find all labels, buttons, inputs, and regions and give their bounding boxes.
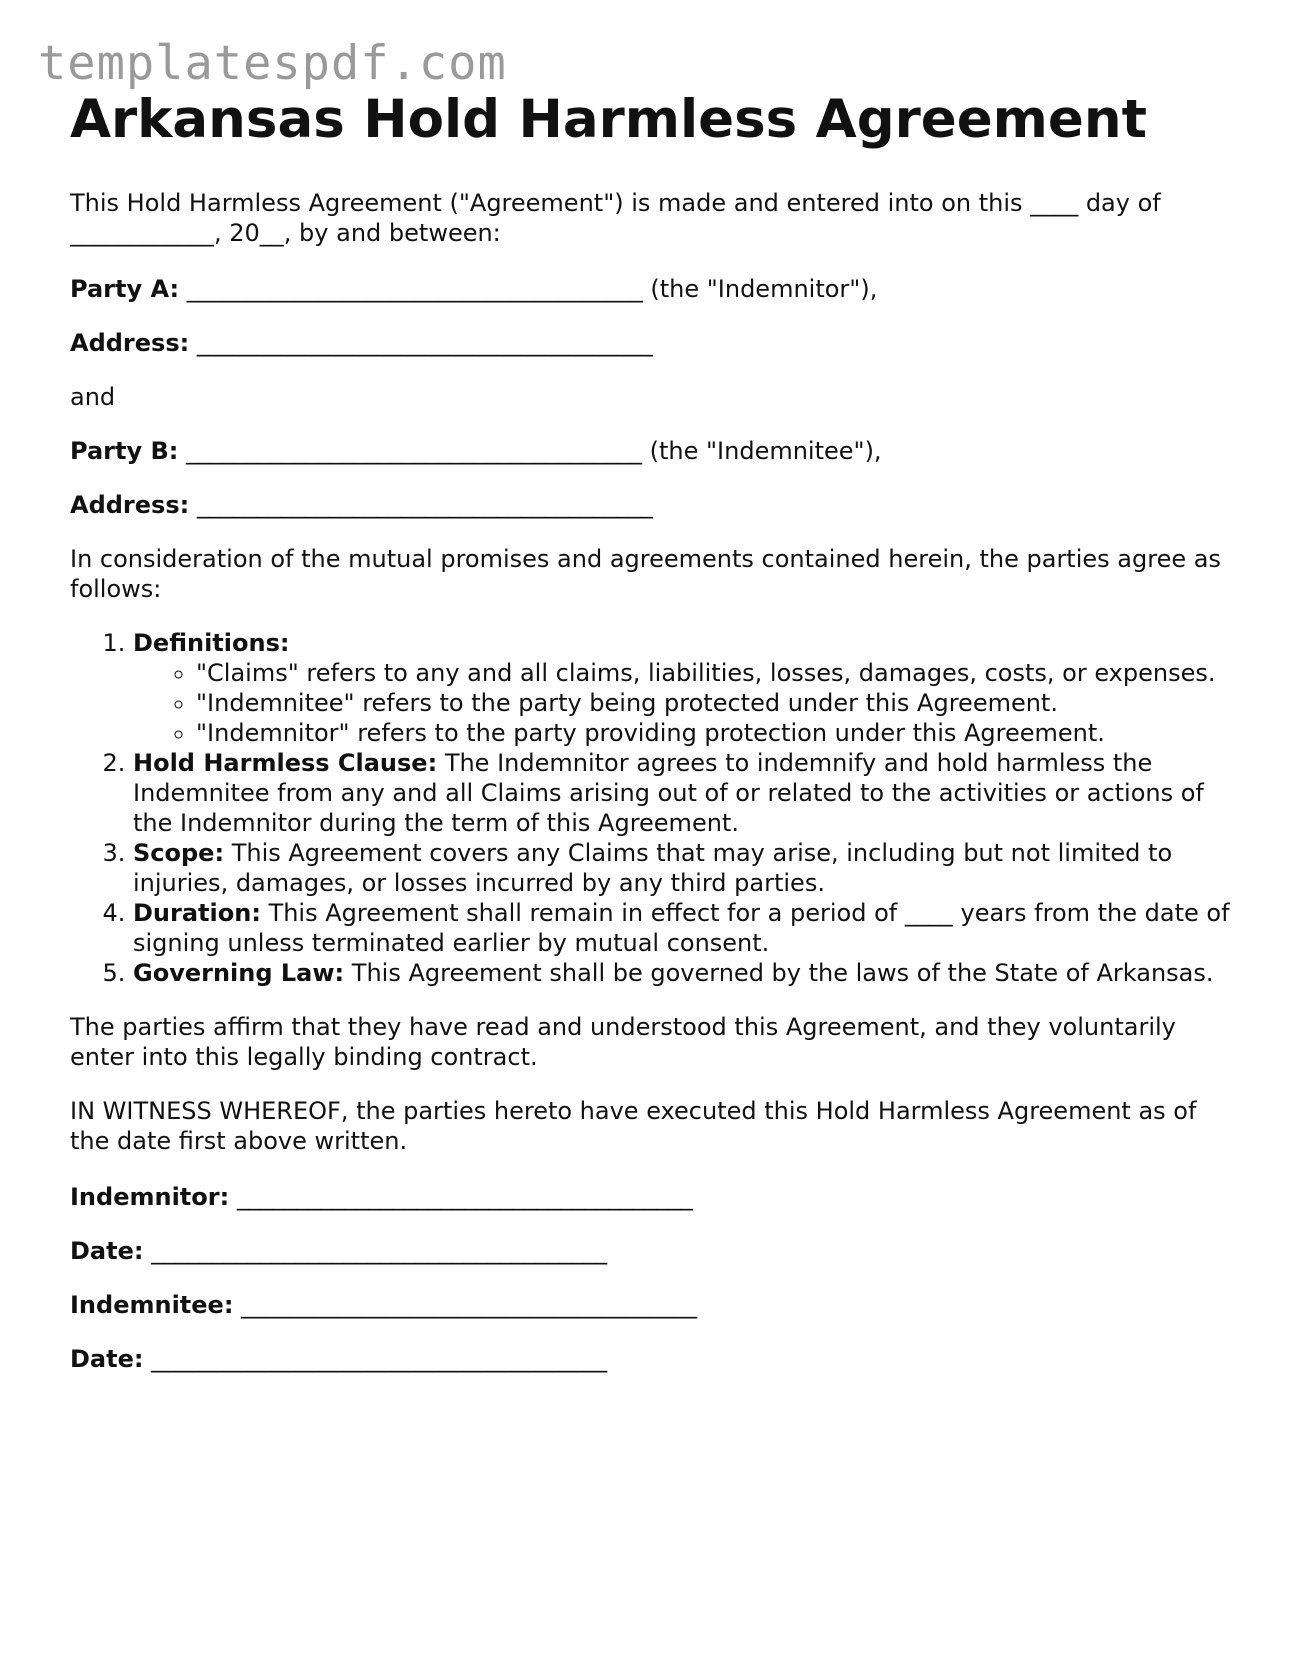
term-definitions <box>133 628 1230 748</box>
signature-blank[interactable]: ______________________________________ <box>236 1183 693 1211</box>
definition-item: ◦ "Indemnitee" refers to the party being protected under this Agreement. <box>196 688 1230 718</box>
signature-label: Indemnitee: <box>70 1291 234 1319</box>
date-blank[interactable]: ______________________________________ <box>151 1345 608 1373</box>
terms-list <box>70 628 1230 988</box>
consideration-paragraph: In consideration of the mutual promises and agreements contained herein, the parties agree as follows: <box>70 545 1221 603</box>
date-blank[interactable]: ______________________________________ <box>151 1237 608 1265</box>
term-text: This Agreement covers any Claims that may arise, including but not limited to injuries, damages, or losses incurred by any third parties. <box>133 839 1173 897</box>
address-a-field <box>70 328 1230 358</box>
term-heading: Hold Harmless Clause: <box>133 749 438 777</box>
intro-paragraph: This Hold Harmless Agreement ("Agreement") is made and entered into on this ____ day of ____________, 20__, by and between: <box>70 189 1161 247</box>
definition-item: ◦ "Claims" refers to any and all claims, liabilities, losses, damages, costs, or expenses. <box>196 658 1230 688</box>
party-b-label: Party B: <box>70 437 179 465</box>
term-duration <box>133 898 1230 958</box>
document-page <box>70 88 1230 1374</box>
address-b-label: Address: <box>70 491 190 519</box>
term-governing-law <box>133 958 1230 988</box>
indemnitor-signature-field <box>70 1182 1230 1212</box>
term-scope <box>133 838 1230 898</box>
party-a-field <box>70 274 1230 304</box>
term-heading: Governing Law: <box>133 959 345 987</box>
address-a-label: Address: <box>70 329 190 357</box>
party-b-field <box>70 436 1230 466</box>
address-a-blank[interactable]: ______________________________________ <box>196 329 653 357</box>
term-heading: Definitions: <box>133 629 290 657</box>
indemnitor-date-field <box>70 1236 1230 1266</box>
witness-paragraph: IN WITNESS WHEREOF, the parties hereto have executed this Hold Harmless Agreement as of the date first above written. <box>70 1097 1197 1155</box>
date-label: Date: <box>70 1237 144 1265</box>
indemnitee-signature-field <box>70 1290 1230 1320</box>
affirmation-paragraph: The parties affirm that they have read and understood this Agreement, and they voluntarily enter into this legally binding contract. <box>70 1013 1176 1071</box>
date-label: Date: <box>70 1345 144 1373</box>
party-b-suffix: (the "Indemnitee"), <box>649 437 882 465</box>
definitions-list <box>133 658 1230 748</box>
definition-item: ◦ "Indemnitor" refers to the party providing protection under this Agreement. <box>196 718 1230 748</box>
party-a-label: Party A: <box>70 275 180 303</box>
term-text: The Indemnitor agrees to indemnify and hold harmless the Indemnitee from any and all Claims arising out of or related to the activities or actions of the Indemnitor during the term of this Agreement. <box>133 749 1204 837</box>
address-b-blank[interactable]: ______________________________________ <box>196 491 653 519</box>
term-text: This Agreement shall remain in effect for a period of ____ years from the date of signing unless terminated earlier by mutual consent. <box>133 899 1230 957</box>
signature-label: Indemnitor: <box>70 1183 230 1211</box>
address-b-field <box>70 490 1230 520</box>
signature-blank[interactable]: ______________________________________ <box>241 1291 698 1319</box>
term-heading: Duration: <box>133 899 261 927</box>
indemnitee-date-field <box>70 1344 1230 1374</box>
watermark: templatespdf.com <box>38 36 507 91</box>
term-heading: Scope: <box>133 839 225 867</box>
party-b-blank[interactable]: ______________________________________ <box>185 437 642 465</box>
party-a-suffix: (the "Indemnitor"), <box>650 275 878 303</box>
document-title: Arkansas Hold Harmless Agreement <box>70 89 1147 150</box>
term-hold-harmless <box>133 748 1230 838</box>
and-text: and <box>70 383 116 411</box>
party-a-blank[interactable]: ______________________________________ <box>186 275 643 303</box>
term-text: This Agreement shall be governed by the laws of the State of Arkansas. <box>351 959 1214 987</box>
